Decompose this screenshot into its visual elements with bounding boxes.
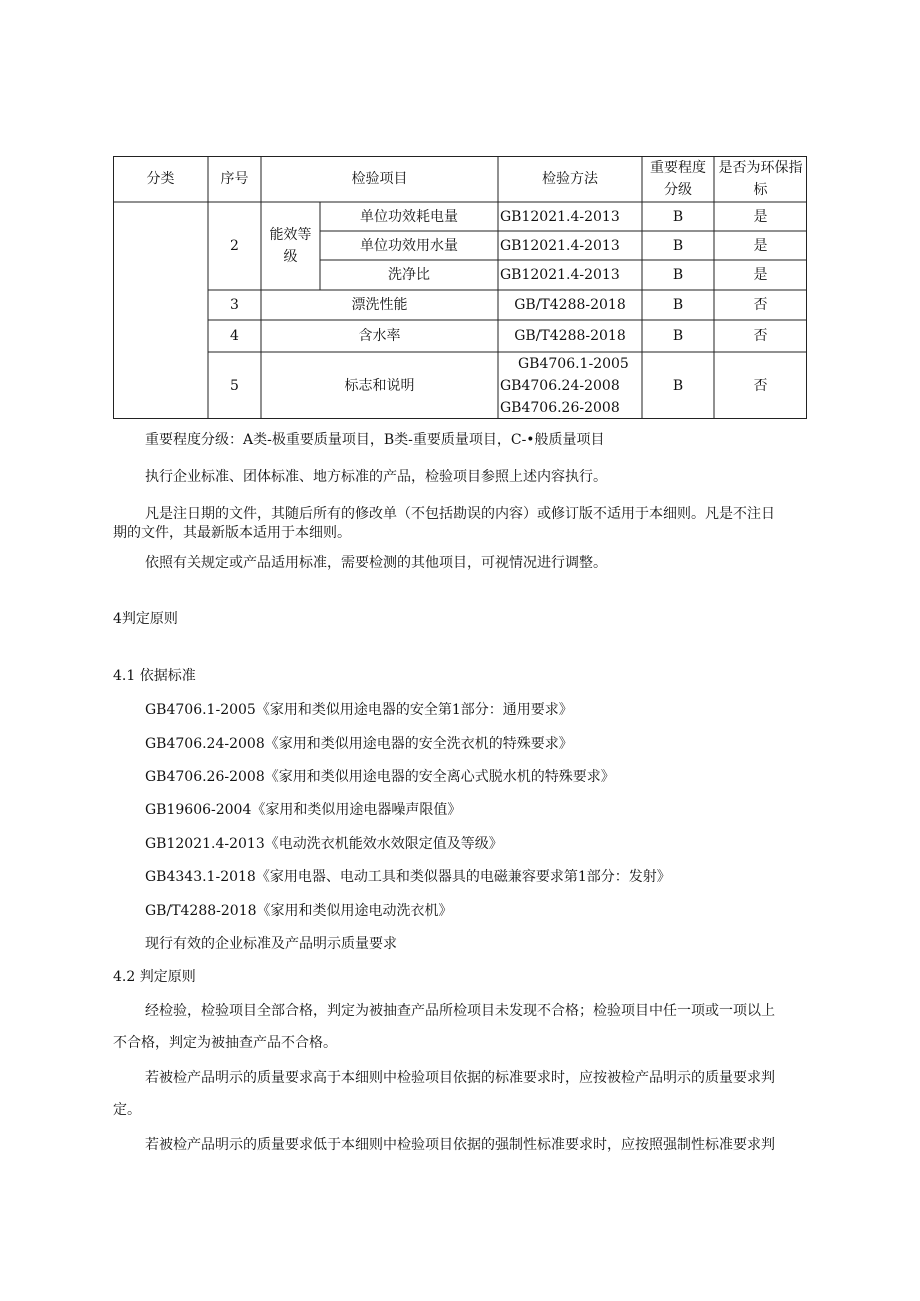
row-seq: 3	[230, 297, 239, 313]
standard-item: GB4706.1-2005《家用和类似用途电器的安全第1部分：通用要求》	[145, 702, 573, 718]
row-item: 单位功效耗电量	[360, 208, 458, 225]
header-item: 检验项目	[351, 171, 408, 187]
row-method: GB12021.4-2013	[500, 208, 620, 225]
row-env: 是	[753, 237, 768, 254]
row-env: 是	[753, 267, 768, 283]
row-method: GB12021.4-2013	[500, 237, 620, 254]
row-seq: 5	[230, 377, 239, 394]
subsection-title: 4.2 判定原则	[113, 969, 196, 985]
group-label: 能效等 级	[269, 227, 312, 265]
row-env: 是	[753, 208, 768, 225]
row-env: 否	[753, 297, 768, 313]
row-item: 洗净比	[388, 267, 430, 283]
judgement-paragraph: 若被检产品明示的质量要求低于本细则中检验项目依据的强制性标准要求时，应按照强制性标准要求判	[145, 1137, 775, 1153]
row-item: 含水率	[358, 328, 401, 344]
row-item: 漂洗性能	[351, 297, 408, 313]
note-adjust: 依照有关规定或产品适用标准，需要检测的其他项目，可视情况进行调整。	[145, 555, 607, 571]
header-method: 检验方法	[542, 171, 598, 187]
note-standards: 执行企业标准、团体标准、地方标准的产品，检验项目参照上述内容执行。	[145, 469, 607, 485]
row-env: 否	[753, 328, 768, 344]
row-item: 单位功效用水量	[360, 237, 458, 254]
header-seq: 序号	[220, 171, 249, 187]
judgement-paragraph: 若被检产品明示的质量要求高于本细则中检验项目依据的标准要求时，应按被检产品明示的质量要求判	[145, 1070, 775, 1086]
row-grade: B	[672, 328, 684, 344]
row-grade: B	[672, 237, 684, 254]
row-grade: B	[672, 297, 684, 313]
header-env: 是否为环保指 标	[718, 160, 803, 198]
row-grade: B	[672, 208, 684, 225]
row-method: GB12021.4-2013	[500, 267, 620, 283]
judgement-paragraph: 不合格，判定为被抽查产品不合格。	[113, 1035, 337, 1051]
standard-item: GB/T4288-2018《家用和类似用途电动洗衣机》	[145, 903, 453, 919]
header-category: 分类	[146, 171, 175, 187]
subsection-title: 4.1 依据标准	[113, 668, 196, 684]
row-seq: 2	[230, 238, 239, 254]
standard-item: GB12021.4-2013《电动洗衣机能效水效限定值及等级》	[145, 836, 503, 852]
standard-item: GB4706.26-2008《家用和类似用途电器的安全离心式脱水机的特殊要求》	[145, 769, 615, 785]
standard-item: GB4706.24-2008《家用和类似用途电器的安全洗衣机的特殊要求》	[145, 736, 573, 752]
note-dated-docs-cont: 期的文件，其最新版本适用于本细则。	[113, 525, 351, 541]
note-importance: 重要程度分级：A类-极重要质量项目，B类-重要质量项目，C-•般质量项目	[145, 432, 605, 448]
section-title: 4判定原则	[113, 611, 178, 627]
note-dated-docs: 凡是注日期的文件，其随后所有的修改单（不包括勘误的内容）或修订版不适用于本细则。凡是不注日	[145, 506, 775, 522]
standard-item: GB4343.1-2018《家用电器、电动工具和类似器具的电磁兼容要求第1部分：发射》	[145, 869, 671, 885]
header-importance: 重要程度 分级	[650, 160, 706, 198]
row-grade: B	[672, 377, 684, 394]
row-seq: 4	[230, 328, 239, 344]
row-method: GB/T4288-2018	[514, 297, 626, 313]
judgement-paragraph: 定。	[113, 1102, 141, 1118]
standard-item: 现行有效的企业标准及产品明示质量要求	[145, 936, 397, 952]
row-env: 否	[753, 377, 768, 394]
row-method-list: GB4706.1-2005 GB4706.24-2008 GB4706.26-2008	[500, 355, 629, 416]
judgement-paragraph: 经检验，检验项目全部合格，判定为被抽查产品所检项目未发现不合格；检验项目中任一项或一项以上	[145, 1003, 775, 1019]
row-grade: B	[672, 267, 684, 283]
standard-item: GB19606-2004《家用和类似用途电器噪声限值》	[145, 802, 462, 818]
row-method: GB/T4288-2018	[514, 328, 626, 344]
row-item: 标志和说明	[344, 377, 415, 394]
inspection-table	[113, 156, 807, 419]
